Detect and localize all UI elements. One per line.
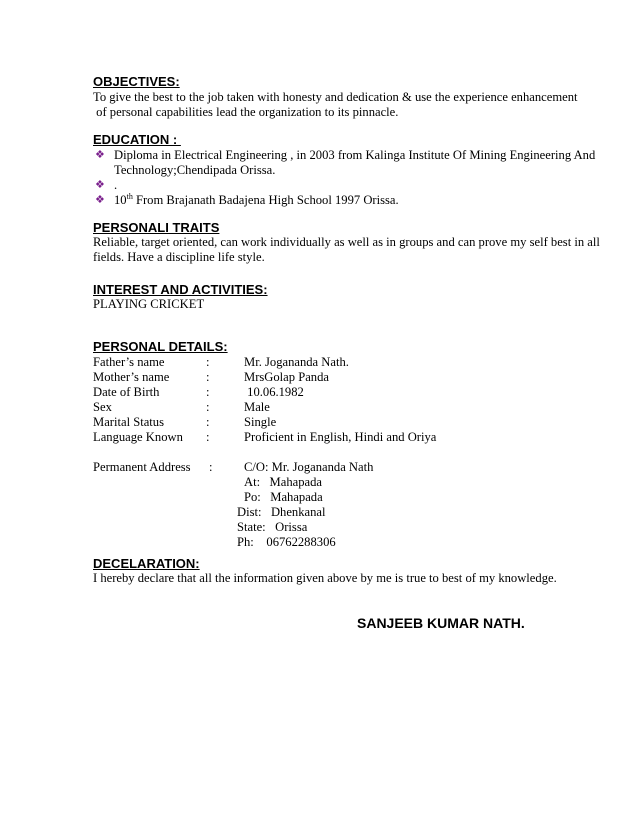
personal-details-heading: PERSONAL DETAILS: [93,339,228,354]
detail-colon: : [206,415,210,429]
address-line: Ph: 06762288306 [237,535,336,549]
objectives-heading: OBJECTIVES: [93,74,180,89]
address-line: C/O: Mr. Jogananda Nath [244,460,374,474]
address-colon: : [209,460,213,474]
education-item-3 [114,193,399,208]
address-label: Permanent Address [93,460,191,474]
interest-text: PLAYING CRICKET [93,297,205,311]
traits-line-2: fields. Have a discipline life style. [93,250,265,264]
detail-value: Mr. Jogananda Nath. [244,355,349,369]
detail-label: Date of Birth [93,385,160,399]
declaration-heading: DECELARATION: [93,556,200,571]
education-item-3-suffix: th [126,191,133,201]
detail-colon: : [206,355,210,369]
detail-colon: : [206,400,210,414]
detail-value: 10.06.1982 [244,385,304,399]
detail-label: Mother’s name [93,370,170,384]
detail-colon: : [206,430,210,444]
objectives-line-2: of personal capabilities lead the organization to its pinnacle. [93,105,399,119]
interest-heading: INTEREST AND ACTIVITIES: [93,282,268,297]
education-item-1-line-1: Diploma in Electrical Engineering , in 2003 from Kalinga Institute Of Mining Engineering And [114,148,596,162]
address-line: Po: Mahapada [244,490,323,504]
address-line: At: Mahapada [244,475,322,489]
detail-value: Proficient in English, Hindi and Oriya [244,430,437,444]
diamond-bullet-icon: ❖ [95,194,105,206]
detail-value: Male [244,400,270,414]
address-line: State: Orissa [237,520,308,534]
diamond-bullet-icon: ❖ [95,149,105,161]
detail-colon: : [206,370,210,384]
education-item-2: . [114,178,118,192]
detail-label: Marital Status [93,415,165,429]
education-item-3-number: 10 [114,193,127,207]
detail-label: Language Known [93,430,183,444]
detail-value: MrsGolap Panda [244,370,329,384]
declaration-text: I hereby declare that all the information given above by me is true to best of my knowledge. [93,571,557,585]
traits-line-1: Reliable, target oriented, can work individually as well as in groups and can prove my self best in all [93,235,600,249]
detail-colon: : [206,385,210,399]
detail-value: Single [244,415,277,429]
education-item-3-text: From Brajanath Badajena High School 1997 Orissa. [132,193,399,207]
detail-label: Sex [93,400,112,414]
address-line: Dist: Dhenkanal [237,505,326,519]
objectives-line-1: To give the best to the job taken with honesty and dedication & use the experience enhancement [93,90,578,104]
traits-heading: PERSONALI TRAITS [93,220,220,235]
education-heading: EDUCATION : [93,132,181,147]
signature-name: SANJEEB KUMAR NATH. [357,615,525,631]
diamond-bullet-icon: ❖ [95,179,105,191]
education-item-1-line-2: Technology;Chendipada Orissa. [114,163,276,177]
detail-label: Father’s name [93,355,165,369]
